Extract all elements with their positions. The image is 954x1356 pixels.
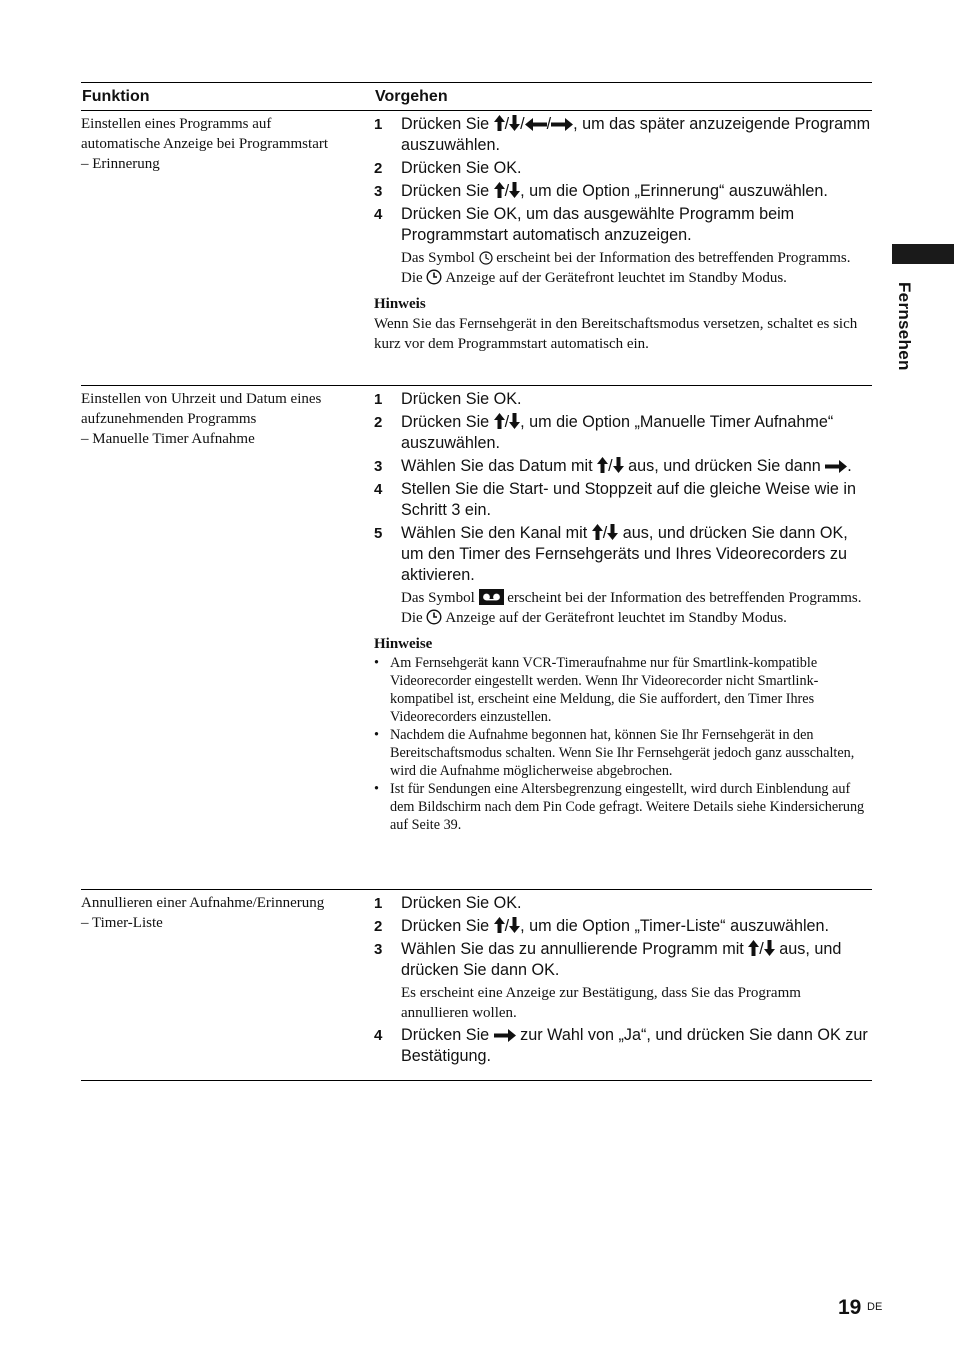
page-language-suffix: DE bbox=[867, 1301, 883, 1313]
header-function: Funktion bbox=[82, 87, 150, 105]
list-item: • Ist für Sendungen eine Altersbegrenzung eingestellt, wird durch Einblendung auf dem Bildschirm nach dem Pin Code gefragt. Weitere Details siehe Kindersicherung auf Seite 39. bbox=[374, 780, 872, 834]
arrow-up-icon bbox=[494, 413, 505, 429]
section-tab-marker bbox=[892, 244, 954, 264]
hint-text: Wenn Sie das Fernsehgerät in den Bereitschaftsmodus versetzen, schaltet es sich kurz vor dem Programmstart automatisch ein. bbox=[374, 316, 858, 352]
step: 4 Stellen Sie die Start- und Stoppzeit auf die gleiche Weise wie in Schritt 3 ein. bbox=[374, 480, 857, 519]
step: 5 Wählen Sie den Kanal mit / aus, und drücken Sie dann OK, um den Timer des Fernsehgeräts und Ihres Videorecorders zu aktivieren. bbox=[374, 524, 848, 584]
step: 2 Drücken Sie / , um die Option „Timer-Liste“ auszuwählen. bbox=[374, 917, 830, 935]
arrow-down-icon bbox=[509, 917, 520, 933]
table-row bbox=[81, 386, 872, 890]
procedure-cell bbox=[374, 111, 872, 385]
function-cell: Annullieren einer Aufnahme/Erinnerung – Timer-Liste bbox=[81, 895, 325, 931]
arrow-up-icon bbox=[597, 457, 608, 473]
hint-title: Hinweis bbox=[374, 296, 426, 312]
list-item: • Nachdem die Aufnahme begonnen hat, können Sie Ihr Fernsehgerät in den Bereitschaftsmodus schalten. Wenn Sie Ihr Fernsehgerät jedoch ganz ausschalten, wird die Aufnahme möglicherweise abgebrochen. bbox=[374, 726, 872, 780]
list-item: • Am Fernsehgerät kann VCR-Timeraufnahme nur für Smartlink-kompatible Videorecorder eingestellt werden. Wenn Ihr Videorecorder nicht Smartlink-kompatibel ist, erscheint eine Meldung, die Sie auffordert, den Timer Ihres Videorecorders einzustellen. bbox=[374, 654, 872, 726]
step: 1 Drücken Sie OK. bbox=[374, 390, 522, 408]
function-table bbox=[81, 82, 872, 1081]
step-note: Das Symbol erscheint bei der Information des betreffenden Programms. Die Anzeige auf der Gerätefront leuchtet im Standby Modus. bbox=[401, 590, 862, 626]
table-header bbox=[81, 83, 872, 111]
step: 1 Drücken Sie OK. bbox=[374, 894, 522, 912]
arrow-down-icon bbox=[509, 115, 520, 131]
step: 3 Wählen Sie das Datum mit / aus, und drücken Sie dann . bbox=[374, 457, 852, 475]
step-note: Das Symbol erscheint bei der Information des betreffenden Programms. Die Anzeige auf der Gerätefront leuchtet im Standby Modus. bbox=[401, 250, 851, 286]
clock-icon bbox=[479, 251, 493, 265]
header-procedure: Vorgehen bbox=[375, 87, 448, 105]
arrow-up-icon bbox=[494, 115, 505, 131]
arrow-left-icon bbox=[525, 118, 547, 131]
arrow-down-icon bbox=[613, 457, 624, 473]
table-row bbox=[81, 111, 872, 386]
hint-list bbox=[374, 654, 872, 834]
section-side-label: Fernsehen bbox=[895, 282, 914, 371]
arrow-up-icon bbox=[748, 940, 759, 956]
step: 3 Wählen Sie das zu annullierende Programm mit / aus, und drücken Sie dann OK. bbox=[374, 940, 842, 979]
arrow-down-icon bbox=[509, 413, 520, 429]
step: 4 Drücken Sie zur Wahl von „Ja“, und drücken Sie dann OK zur Bestätigung. bbox=[374, 1026, 868, 1065]
step: 1 Drücken Sie / / / , um das später anzuzeigende Programm auszuwählen. bbox=[374, 115, 871, 154]
function-cell: Einstellen eines Programms auf automatische Anzeige bei Programmstart – Erinnerung bbox=[81, 116, 329, 172]
function-cell: Einstellen von Uhrzeit und Datum eines aufzunehmenden Programms – Manuelle Timer Aufnahme bbox=[81, 391, 322, 447]
page-number: 19 bbox=[838, 1296, 862, 1319]
procedure-cell bbox=[374, 890, 872, 1080]
step-note: Es erscheint eine Anzeige zur Bestätigung, dass Sie das Programm annullieren wollen. bbox=[401, 985, 801, 1021]
arrow-right-icon bbox=[551, 118, 573, 131]
arrow-right-icon bbox=[494, 1029, 516, 1042]
step: 4 Drücken Sie OK, um das ausgewählte Programm beim Programmstart automatisch anzuzeigen. bbox=[374, 205, 795, 244]
step: 2 Drücken Sie / , um die Option „Manuelle Timer Aufnahme“ auszuwählen. bbox=[374, 413, 834, 452]
hint-title: Hinweise bbox=[374, 636, 433, 652]
arrow-down-icon bbox=[607, 524, 618, 540]
arrow-up-icon bbox=[592, 524, 603, 540]
arrow-right-icon bbox=[825, 460, 847, 473]
arrow-down-icon bbox=[764, 940, 775, 956]
arrow-up-icon bbox=[494, 917, 505, 933]
table-row bbox=[81, 890, 872, 1081]
timer-indicator-icon bbox=[426, 269, 442, 285]
arrow-up-icon bbox=[494, 182, 505, 198]
procedure-cell bbox=[374, 386, 872, 889]
step: 3 Drücken Sie / , um die Option „Erinnerung“ auszuwählen. bbox=[374, 182, 828, 200]
vcr-icon bbox=[479, 589, 504, 605]
arrow-down-icon bbox=[509, 182, 520, 198]
step: 2 Drücken Sie OK. bbox=[374, 159, 522, 177]
timer-indicator-icon bbox=[426, 609, 442, 625]
